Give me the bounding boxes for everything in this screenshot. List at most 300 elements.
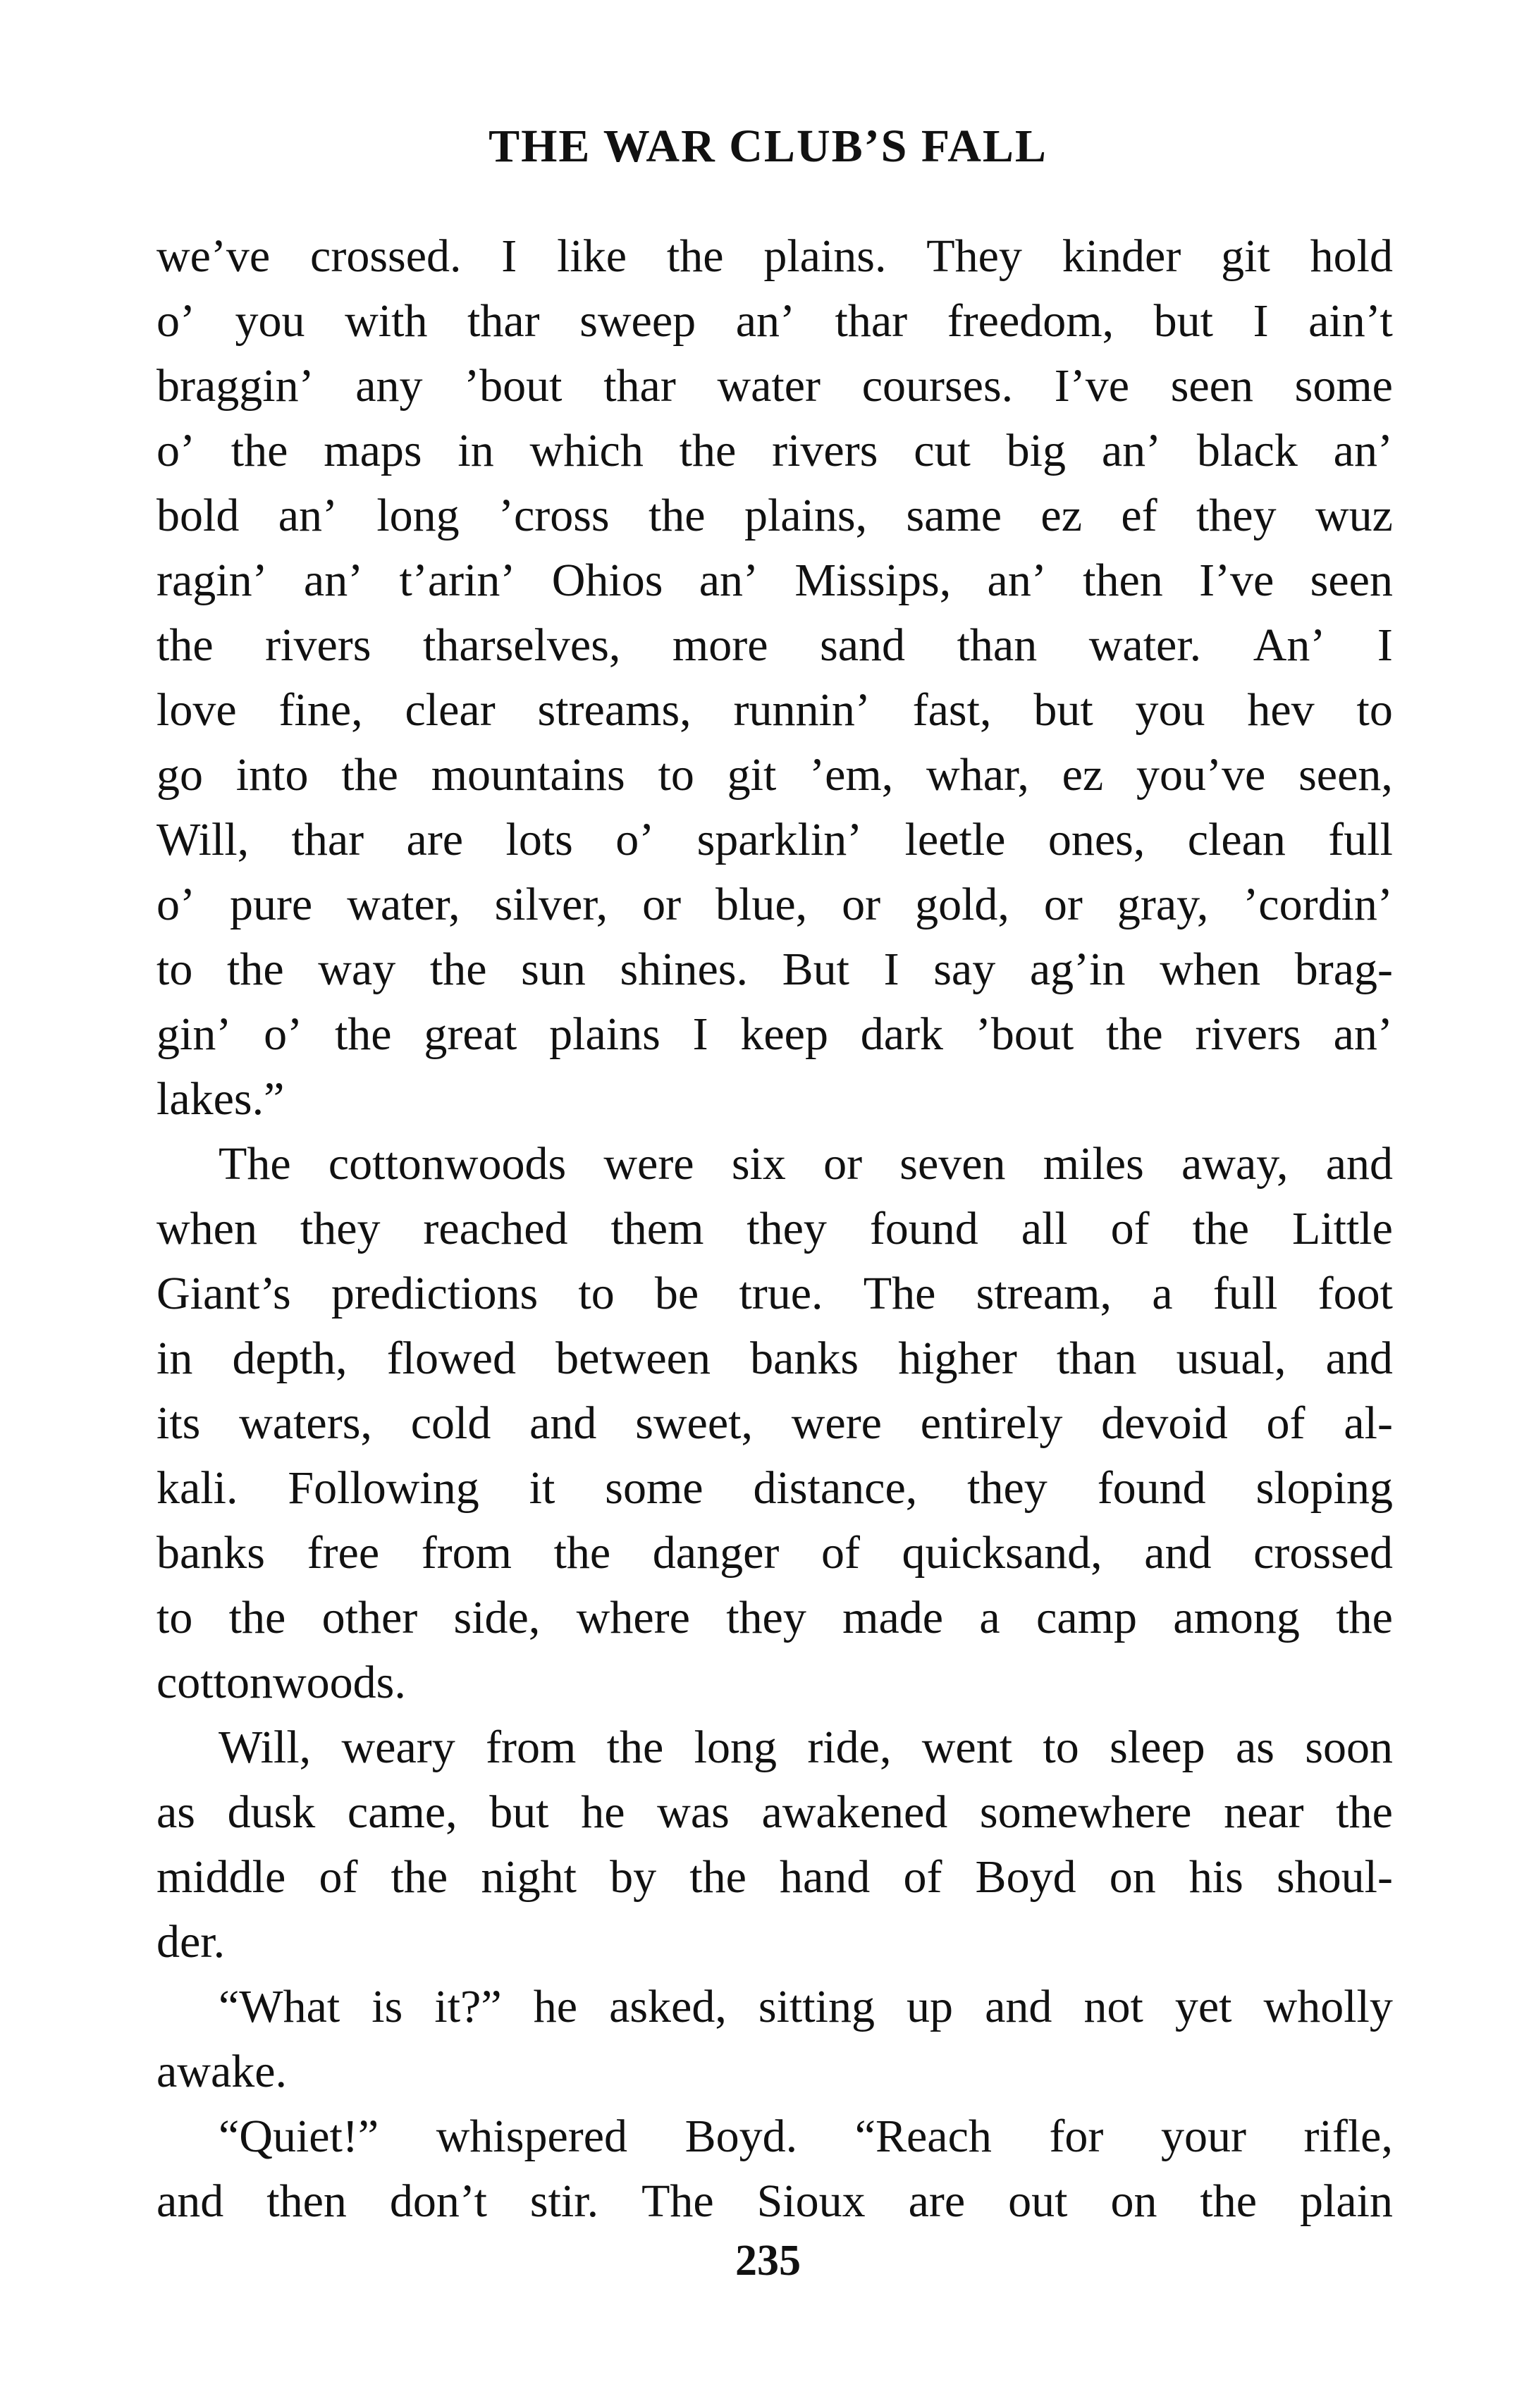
word: and (1325, 1333, 1393, 1384)
word: of (1266, 1397, 1305, 1449)
word: it?” (434, 1981, 502, 2032)
word: but (1033, 684, 1093, 736)
word: to (1356, 684, 1393, 736)
word: dark (860, 1008, 944, 1060)
text-line (156, 872, 1393, 937)
word: entirely (920, 1397, 1063, 1449)
word: Giant’s (156, 1268, 291, 1319)
word: as (156, 1786, 195, 1838)
word: great (424, 1008, 517, 1060)
word: o’ (156, 295, 195, 347)
word: fine, (278, 684, 363, 736)
word: ride, (807, 1722, 892, 1773)
word: plains. (763, 230, 887, 282)
word: and (1325, 1138, 1393, 1190)
word: big (1006, 425, 1066, 476)
text-line (156, 937, 1393, 1002)
word: ’cordin’ (1243, 879, 1393, 930)
word: They (926, 230, 1022, 282)
word: true. (739, 1268, 823, 1319)
word: hev (1247, 684, 1315, 736)
word: found (869, 1203, 978, 1254)
word: of (903, 1851, 942, 1903)
word: we’ve (156, 230, 271, 282)
word: I’ve (1199, 555, 1274, 606)
word: seen, (1298, 749, 1393, 801)
word: waters, (239, 1397, 372, 1449)
word: yet (1174, 1981, 1232, 2032)
word: you (1135, 684, 1205, 736)
word: weary (341, 1722, 455, 1773)
word: you’ve (1136, 749, 1266, 801)
text-line (156, 1521, 1393, 1586)
word: the (1336, 1786, 1393, 1838)
word: the (228, 1592, 286, 1643)
word: cottonwoods (328, 1138, 567, 1190)
word: an’ (699, 555, 758, 606)
word: its (156, 1397, 201, 1449)
word: some (1294, 360, 1393, 412)
word: clear (405, 684, 496, 736)
word: water (717, 360, 821, 412)
word: predictions (331, 1268, 539, 1319)
word: banks (750, 1333, 859, 1384)
word: ’bout (464, 360, 563, 412)
running-head: THE WAR CLUB’S FALL (489, 121, 1047, 172)
word: long (694, 1722, 777, 1773)
word: Sioux (756, 2175, 866, 2227)
word: soon (1305, 1722, 1393, 1773)
word: near (1224, 1786, 1304, 1838)
text-line (156, 1197, 1393, 1261)
word: Boyd (975, 1851, 1076, 1903)
word: the (1106, 1008, 1163, 1060)
word: gold, (915, 879, 1009, 930)
word: up (907, 1981, 954, 2032)
word: rifle, (1303, 2111, 1393, 2162)
word: danger (652, 1527, 780, 1579)
word: way (318, 944, 396, 995)
word: or (642, 879, 682, 930)
word: is (371, 1981, 403, 2032)
word: whispered (436, 2111, 628, 2162)
word: found (1097, 1462, 1206, 1514)
word: but (1153, 295, 1213, 347)
word: runnin’ (733, 684, 871, 736)
text-line (156, 1002, 1393, 1067)
word: gray, (1117, 879, 1209, 930)
word: thar (291, 814, 364, 865)
word: they (300, 1203, 381, 1254)
word: some (605, 1462, 704, 1514)
word: was (657, 1786, 730, 1838)
word: to (156, 1592, 193, 1643)
word: mountains (431, 749, 625, 801)
word: thar (835, 295, 908, 347)
word: distance, (753, 1462, 918, 1514)
word: the (1336, 1592, 1393, 1643)
word: the (1192, 1203, 1250, 1254)
word: to (578, 1268, 615, 1319)
word: the (429, 944, 487, 995)
text-line (156, 1391, 1393, 1456)
word: your (1160, 2111, 1246, 2162)
word: dusk (227, 1786, 316, 1838)
word: o’ (615, 814, 655, 865)
word: plains (549, 1008, 661, 1060)
word: where (576, 1592, 690, 1643)
word: braggin’ (156, 360, 314, 412)
word: ones, (1047, 814, 1145, 865)
page-number: 235 (735, 2237, 801, 2285)
word: he (581, 1786, 625, 1838)
word: reached (423, 1203, 568, 1254)
word: as (1236, 1722, 1274, 1773)
word: whar, (926, 749, 1029, 801)
word: black (1196, 425, 1298, 476)
word: kinder (1062, 230, 1181, 282)
word: seen (1310, 555, 1393, 606)
word: the (648, 490, 706, 541)
word: stir. (529, 2175, 599, 2227)
word: fast, (912, 684, 992, 736)
text-line (156, 1586, 1393, 1650)
word: full (1212, 1268, 1278, 1319)
word: quicksand, (902, 1527, 1102, 1579)
text-line (156, 2104, 1393, 2169)
word: shines. (620, 944, 748, 995)
word: sleep (1110, 1722, 1205, 1773)
text-line (156, 613, 1393, 678)
word: don’t (389, 2175, 487, 2227)
word: night (481, 1851, 577, 1903)
word: when (156, 1203, 257, 1254)
word: devoid (1101, 1397, 1228, 1449)
word: when (1160, 944, 1261, 995)
word: among (1173, 1592, 1300, 1643)
word: the (334, 1008, 392, 1060)
word: a (979, 1592, 1000, 1643)
text-line (156, 1326, 1393, 1391)
word: than (1056, 1333, 1137, 1384)
word: t’arin’ (399, 555, 516, 606)
word: into (235, 749, 309, 801)
word: to (1043, 1722, 1079, 1773)
word: of (1110, 1203, 1150, 1254)
word: seen (1170, 360, 1253, 412)
word: them (610, 1203, 704, 1254)
word: depth, (232, 1333, 348, 1384)
word: then (266, 2175, 347, 2227)
word: keep (740, 1008, 828, 1060)
word: long (376, 490, 460, 541)
word: Will, (156, 814, 250, 865)
word: The (863, 1268, 936, 1319)
word: o’ (156, 425, 195, 476)
word: Missips, (794, 555, 952, 606)
word: the (341, 749, 398, 801)
word: they (726, 1592, 806, 1643)
text-line (156, 548, 1393, 613)
word: any (355, 360, 423, 412)
word: ’em, (809, 749, 894, 801)
word: water. (1088, 619, 1202, 671)
word: usual, (1176, 1333, 1286, 1384)
word: sitting (758, 1981, 875, 2032)
word: to (658, 749, 694, 801)
word: they (967, 1462, 1047, 1514)
word: sloping (1255, 1462, 1393, 1514)
word: away, (1181, 1138, 1289, 1190)
word: I (501, 230, 517, 282)
word: say (933, 944, 996, 995)
word: crossed. (310, 230, 462, 282)
word: other (321, 1592, 418, 1643)
word: the (231, 425, 288, 476)
word: hand (780, 1851, 871, 1903)
word: be (654, 1268, 699, 1319)
word: and (1144, 1527, 1212, 1579)
word: were (791, 1397, 882, 1449)
word: an’ (987, 555, 1047, 606)
word: the (606, 1722, 664, 1773)
word: an’ (1333, 1008, 1393, 1060)
word: full (1328, 814, 1393, 865)
word: seven (899, 1138, 1006, 1190)
word: then (1083, 555, 1163, 606)
word: all (1021, 1203, 1068, 1254)
word: of (821, 1527, 860, 1579)
word: Little (1291, 1203, 1393, 1254)
word: an’ (278, 490, 338, 541)
word: not (1083, 1981, 1143, 2032)
text-line (156, 483, 1393, 548)
word: a (1152, 1268, 1173, 1319)
word: it (529, 1462, 555, 1514)
word: git (1221, 230, 1270, 282)
word: somewhere (979, 1786, 1192, 1838)
word: But (782, 944, 849, 995)
word: between (555, 1333, 711, 1384)
word: banks (156, 1527, 265, 1579)
word: I (692, 1008, 708, 1060)
text-line (156, 2169, 1393, 2234)
word: or (823, 1138, 863, 1190)
word: bold (156, 490, 240, 541)
word: in (156, 1333, 193, 1384)
word: “Quiet!” (219, 2111, 379, 2162)
word: plains, (744, 490, 868, 541)
word: water, (347, 879, 460, 930)
word: o’ (156, 879, 195, 930)
word: silver, (494, 879, 608, 930)
word: with (345, 295, 428, 347)
word: he (533, 1981, 577, 2032)
word: and (529, 1397, 597, 1449)
word: his (1188, 1851, 1243, 1903)
word: ’bout (975, 1008, 1074, 1060)
word: they (1196, 490, 1277, 541)
word: flowed (386, 1333, 516, 1384)
word: came, (347, 1786, 457, 1838)
word: six (731, 1138, 786, 1190)
word: o’ (264, 1008, 303, 1060)
word: go (156, 749, 203, 801)
word: kali. (156, 1462, 238, 1514)
word: higher (898, 1333, 1017, 1384)
word: sparklin’ (696, 814, 863, 865)
word: or (1043, 879, 1083, 930)
word: “Reach (854, 2111, 992, 2162)
word: I (1253, 295, 1269, 347)
text-line (156, 354, 1393, 419)
text-line (156, 1975, 1393, 2039)
word: an’ (735, 295, 795, 347)
word: made (842, 1592, 944, 1643)
word: middle (156, 1851, 286, 1903)
word: sand (820, 619, 906, 671)
text-line: cottonwoods. (156, 1657, 406, 1708)
word: leetle (904, 814, 1006, 865)
word: the (553, 1527, 611, 1579)
word: camp (1036, 1592, 1137, 1643)
word: al- (1344, 1397, 1393, 1449)
text-line: lakes.” (156, 1073, 285, 1125)
word: ef (1121, 490, 1157, 541)
word: blue, (715, 879, 808, 930)
word: miles (1043, 1138, 1144, 1190)
word: stream, (976, 1268, 1112, 1319)
word: from (486, 1722, 577, 1773)
word: wholly (1263, 1981, 1393, 2032)
word: I (883, 944, 899, 995)
word: of (319, 1851, 358, 1903)
word: went (921, 1722, 1013, 1773)
text-line (156, 1456, 1393, 1521)
text-line (156, 419, 1393, 483)
word: the (679, 425, 737, 476)
text-line (156, 289, 1393, 354)
word: by (610, 1851, 657, 1903)
text-line (156, 1780, 1393, 1845)
word: the (666, 230, 724, 282)
word: love (156, 684, 237, 736)
word: or (842, 879, 881, 930)
word: on (1110, 2175, 1157, 2227)
word: tharselves, (422, 619, 621, 671)
word: which (529, 425, 644, 476)
word: shoul- (1276, 1851, 1393, 1903)
word: the (689, 1851, 747, 1903)
text-line (156, 1845, 1393, 1910)
word: cut (914, 425, 971, 476)
text-line (156, 1261, 1393, 1326)
word: ag’in (1029, 944, 1126, 995)
word: asked, (609, 1981, 727, 2032)
word: in (457, 425, 494, 476)
word: crossed (1253, 1527, 1393, 1579)
word: The (219, 1138, 291, 1190)
word: rivers (1195, 1008, 1301, 1060)
body-text (156, 224, 1393, 2234)
word: are (406, 814, 464, 865)
word: sweep (579, 295, 696, 347)
word: I (1377, 619, 1393, 671)
word: ez (1040, 490, 1082, 541)
word: I’ve (1054, 360, 1130, 412)
word: thar (467, 295, 540, 347)
text-line (156, 1715, 1393, 1780)
word: for (1049, 2111, 1104, 2162)
word: freedom, (947, 295, 1114, 347)
word: like (557, 230, 627, 282)
word: an’ (1333, 425, 1393, 476)
word: cold (410, 1397, 491, 1449)
word: are (908, 2175, 966, 2227)
word: brag- (1294, 944, 1393, 995)
word: hold (1310, 230, 1393, 282)
word: git (727, 749, 777, 801)
word: ’cross (498, 490, 610, 541)
word: streams, (537, 684, 692, 736)
word: out (1008, 2175, 1068, 2227)
word: plain (1300, 2175, 1393, 2227)
text-line (156, 224, 1393, 289)
word: wuz (1315, 490, 1393, 541)
word: same (906, 490, 1002, 541)
text-line: awake. (156, 2046, 288, 2097)
word: clean (1187, 814, 1286, 865)
text-line (156, 1132, 1393, 1197)
word: they (747, 1203, 827, 1254)
word: awakened (761, 1786, 948, 1838)
word: and (985, 1981, 1052, 2032)
text-line (156, 678, 1393, 743)
word: pure (229, 879, 313, 930)
word: thar (603, 360, 676, 412)
word: maps (324, 425, 422, 476)
word: Following (288, 1462, 479, 1514)
word: ain’t (1308, 295, 1393, 347)
word: lots (505, 814, 573, 865)
word: gin’ (156, 1008, 232, 1060)
word: An’ (1253, 619, 1326, 671)
word: an’ (1101, 425, 1162, 476)
word: were (603, 1138, 694, 1190)
word: Boyd. (684, 2111, 798, 2162)
word: the (391, 1851, 448, 1903)
word: courses. (861, 360, 1014, 412)
word: the (226, 944, 284, 995)
word: an’ (303, 555, 364, 606)
word: more (672, 619, 768, 671)
word: side, (453, 1592, 541, 1643)
word: ragin’ (156, 555, 268, 606)
word: to (156, 944, 193, 995)
word: Will, (219, 1722, 312, 1773)
word: from (421, 1527, 512, 1579)
word: than (957, 619, 1038, 671)
word: but (489, 1786, 549, 1838)
word: the (156, 619, 214, 671)
text-line (156, 808, 1393, 872)
word: “What (219, 1981, 340, 2032)
word: sweet, (635, 1397, 753, 1449)
word: free (307, 1527, 380, 1579)
word: Ohios (551, 555, 663, 606)
text-line (156, 743, 1393, 808)
word: foot (1317, 1268, 1393, 1319)
